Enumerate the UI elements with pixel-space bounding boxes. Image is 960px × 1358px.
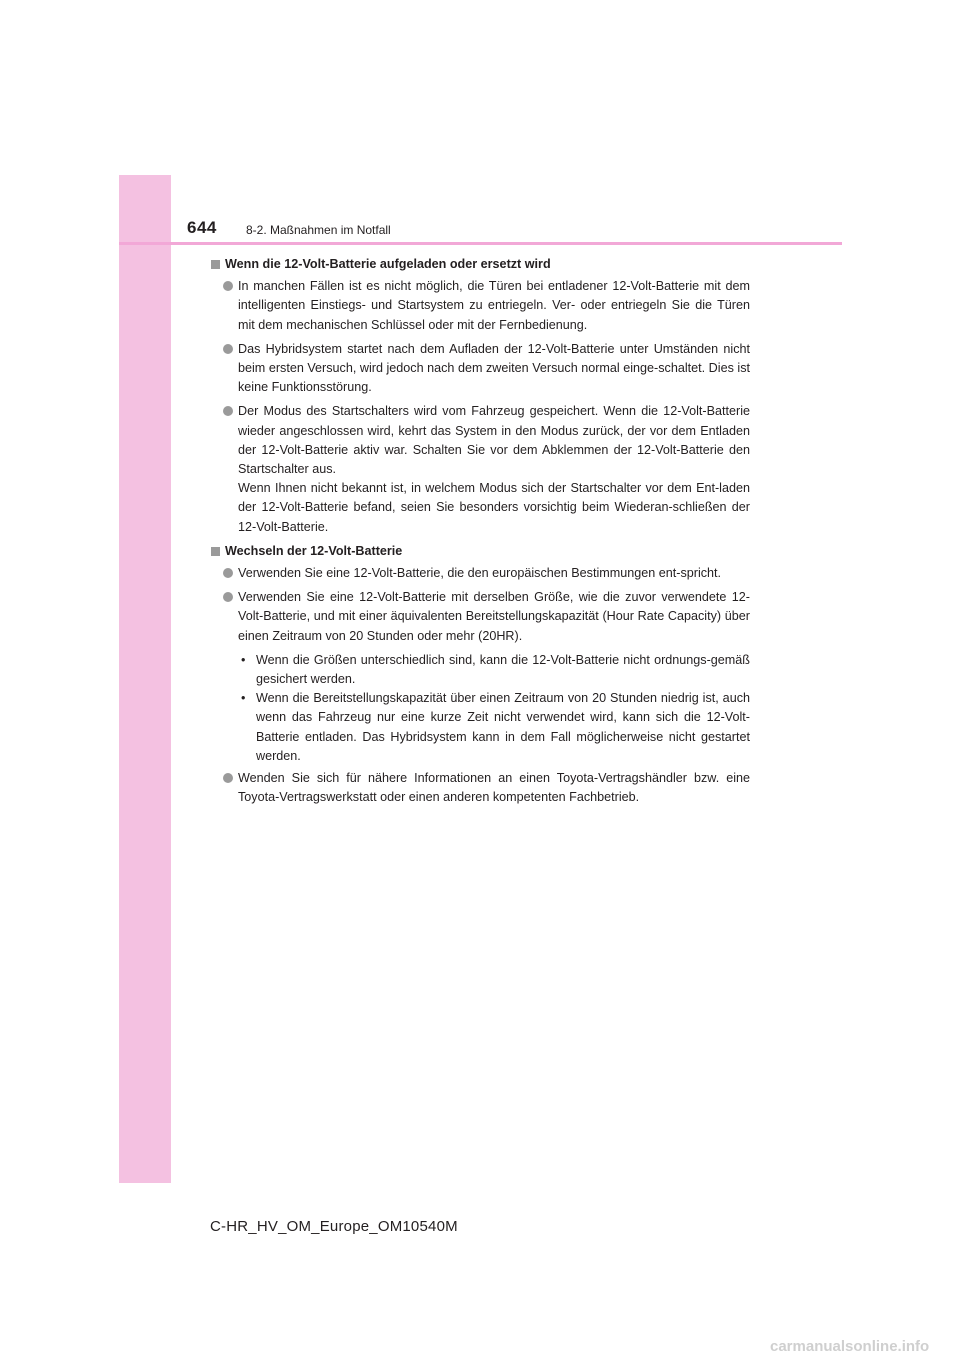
sub-list-item: • Wenn die Bereitstellungskapazität über einen Zeitraum von 20 Stunden niedrig ist, auch wenn das Fahrzeug nur eine kurze Zeit nicht verwendet wird, kann sich die 12-Volt-Batterie entladen. Das Hybridsystem kann in dem Fall möglicherweise nicht gestartet werden.	[241, 691, 750, 763]
sub-bullet-marker: •	[241, 652, 246, 667]
watermark: carmanualsonline.info	[770, 1338, 930, 1355]
circle-bullet-icon	[223, 773, 233, 783]
square-bullet-icon	[211, 547, 220, 556]
section-title: 8-2. Maßnahmen im Notfall	[246, 223, 391, 237]
bullet-continuation: Wenn Ihnen nicht bekannt ist, in welchem Modus sich der Startschalter vor dem Ent-laden der 12-Volt-Batterie befand, seien Sie besonders vorsichtig beim Wiederan-schließen der 12-Volt-Batterie.	[238, 481, 750, 534]
sub-bullet-marker: •	[241, 691, 246, 706]
bullet-paragraph: In manchen Fällen ist es nicht möglich, die Türen bei entladener 12-Volt-Batterie mit dem intelligenten Einstiegs- und Startsystem zu entriegeln. Ver- oder entriegeln Sie die Türen mit dem mechanischen Schlüssel oder mit der Fernbedienung.	[210, 277, 750, 335]
chapter-side-band	[119, 175, 171, 1183]
bullet-paragraph: Der Modus des Startschalters wird vom Fahrzeug gespeichert. Wenn die 12-Volt-Batterie wieder angeschlossen wird, kehrt das System in den Modus zurück, der vor dem Entladen der 12-Volt-Batterie aktiv war. Schalten Sie vor dem Abklemmen der 12-Volt-Batterie den Startschalter aus. Wenn Ihnen nicht bekannt ist, in welchem Modus sich der Startschalter vor dem Ent-laden der 12-Volt-Batterie befand, seien Sie besonders vorsichtig beim Wiederan-schließen der 12-Volt-Batterie.	[210, 402, 750, 536]
bullet-paragraph: Verwenden Sie eine 12-Volt-Batterie, die den europäischen Bestimmungen ent-spricht.	[210, 564, 750, 583]
section-heading: Wenn die 12-Volt-Batterie aufgeladen oder ersetzt wird	[210, 255, 750, 274]
bullet-paragraph: Das Hybridsystem startet nach dem Aufladen der 12-Volt-Batterie unter Umständen nicht beim ersten Versuch, wird jedoch nach dem zweiten Versuch normal einge-schaltet. Dies ist keine Funktionsstörung.	[210, 340, 750, 398]
page-number: 644	[187, 218, 217, 237]
circle-bullet-icon	[223, 281, 233, 291]
header-rule	[119, 242, 842, 245]
sub-list-item: • Wenn die Größen unterschiedlich sind, kann die 12-Volt-Batterie nicht ordnungs-gemäß gesichert werden.	[241, 652, 750, 687]
circle-bullet-icon	[223, 568, 233, 578]
square-bullet-icon	[211, 260, 220, 269]
circle-bullet-icon	[223, 592, 233, 602]
page-content	[210, 255, 750, 812]
bullet-paragraph: Verwenden Sie eine 12-Volt-Batterie mit derselben Größe, wie die zuvor verwendete 12-Volt-Batterie, und mit einer äquivalenten Bereitstellungskapazität (Hour Rate Capacity) über einen Zeitraum von 20 Stunden oder mehr (20HR).	[210, 588, 750, 646]
bullet-paragraph: Wenden Sie sich für nähere Informationen an einen Toyota-Vertragshändler bzw. eine Toyota-Vertragswerkstatt oder einen anderen kompetenten Fachbetrieb.	[210, 769, 750, 807]
section-heading: Wechseln der 12-Volt-Batterie	[210, 542, 750, 561]
document-code: C-HR_HV_OM_Europe_OM10540M	[210, 1218, 458, 1235]
circle-bullet-icon	[223, 406, 233, 416]
sub-list	[210, 651, 750, 766]
circle-bullet-icon	[223, 344, 233, 354]
